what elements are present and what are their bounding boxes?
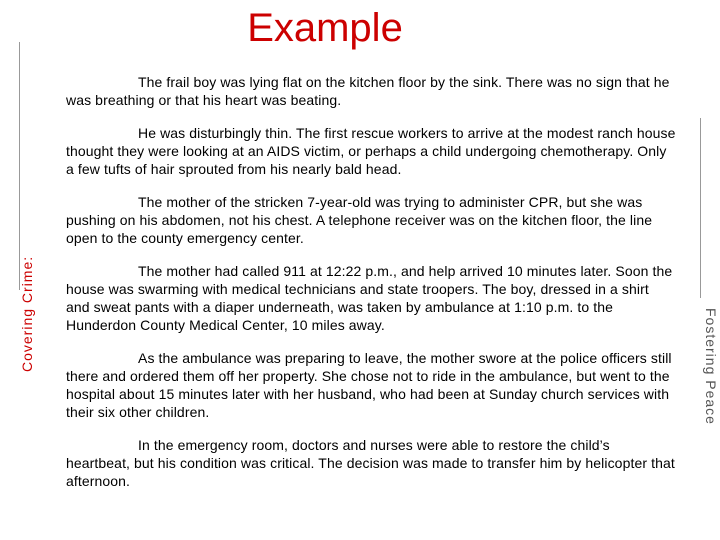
paragraph-3: The mother of the stricken 7-year-old was trying to administer CPR, but she was pushing on his abdomen, not his chest. A telephone receiver was on the kitchen floor, the line open to the county emergency center.	[66, 194, 653, 246]
paragraph-2: He was disturbingly thin. The first rescue workers to arrive at the modest ranch house thought they were looking at an AIDS victim, or perhaps a child undergoing chemotherapy. Only a few tufts of hair sprouted from his nearly bald head.	[66, 125, 676, 177]
right-divider-line	[700, 118, 701, 298]
slide-title: Example	[247, 6, 403, 50]
story-body	[66, 73, 676, 505]
paragraph-1: The frail boy was lying flat on the kitchen floor by the sink. There was no sign that he was breathing or that his heart was beating.	[66, 74, 670, 108]
paragraph-6: In the emergency room, doctors and nurses were able to restore the child’s heartbeat, but his condition was critical. The decision was made to transfer him by helicopter that afternoon.	[66, 437, 675, 489]
side-label-left: Covering Crime:	[19, 255, 35, 372]
paragraph-4: The mother had called 911 at 12:22 p.m., and help arrived 10 minutes later. Soon the house was swarming with medical technicians and state troopers. The boy, dressed in a shirt and sweat pants with a diaper underneath, was taken by ambulance at 1:10 p.m. to the Hunderdon County Medical Center, 10 miles away.	[66, 263, 673, 333]
paragraph-5: As the ambulance was preparing to leave, the mother swore at the police officers still there and ordered them off her property. She chose not to ride in the ambulance, but went to the hospital about 15 minutes later with her husband, who had been at Sunday church services with their six other children.	[66, 350, 672, 420]
left-divider-line	[19, 42, 20, 290]
side-label-right: Fostering Peace	[703, 308, 719, 425]
